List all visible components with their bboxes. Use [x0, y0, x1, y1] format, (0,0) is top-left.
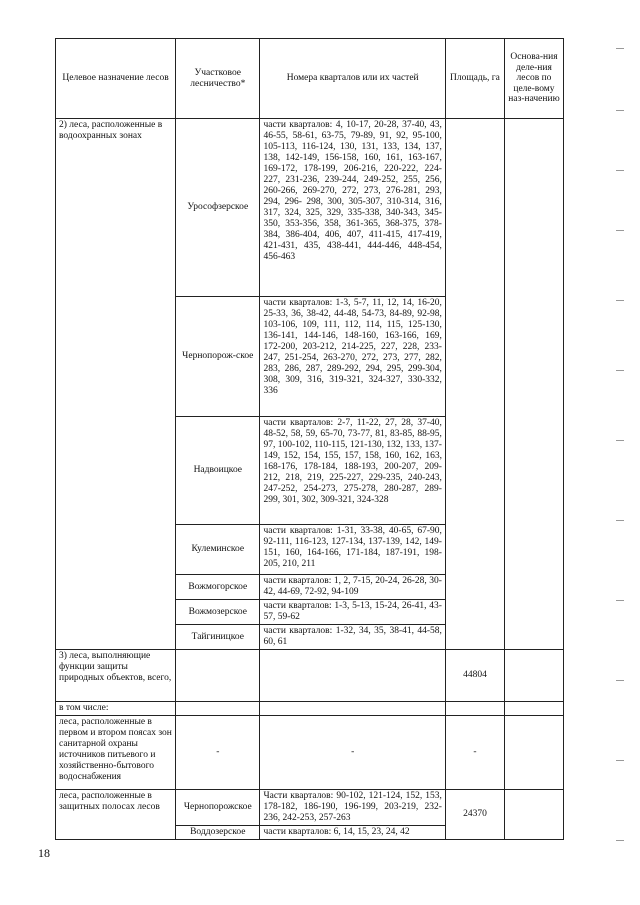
scan-edge-mark	[616, 520, 624, 521]
sanitary-district: -	[176, 716, 260, 790]
scan-edge-mark	[616, 760, 624, 761]
protective-purpose: леса, расположенные в защитных полосах лесов	[56, 790, 176, 840]
including-label: в том числе:	[56, 702, 176, 716]
scan-edge-mark	[616, 600, 624, 601]
quarters-list: части кварталов: 4, 10-17, 20-28, 37-40, 43, 46-55, 58-61, 63-75, 79-89, 91, 92, 95-100, 105-113, 116-124, 130, 131, 133, 134, 137, 138, 142-149, 156-158, 160, 161, 163-167, 169-172, 178-199, 206-216, 220-222, 224-227, 231-236, 239-244, 249-252, 255, 256, 260-266, 269-270, 272, 273, 276-281, 293, 294, 296- 298, 300, 305-307, 310-314, 316, 317, 324, 325, 329, 335-338, 340-343, 345-350, 353-356, 358, 361-365, 368-375, 378-384, 386-404, 406, 407, 411-415, 417-419, 421-431, 435, 438-441, 444-446, 448-454, 456-463	[260, 119, 445, 297]
quarters-list: части кварталов: 1-31, 33-38, 40-65, 67-90, 92-111, 116-123, 127-134, 137-139, 142, 149-151, 160, 164-166, 171-184, 187-191, 198-205, 210, 211	[260, 525, 445, 575]
section3-area: 44804	[445, 650, 504, 702]
district-name: Тайгиницкое	[176, 625, 260, 650]
district-name: Вожмозерское	[176, 600, 260, 625]
page-number: 18	[38, 846, 50, 860]
district-name: Чернопорожское	[176, 790, 260, 826]
district-name: Кулеминское	[176, 525, 260, 575]
scan-edge-mark	[616, 230, 624, 231]
scan-edge-mark	[616, 370, 624, 371]
protective-area: 24370	[445, 790, 504, 840]
section3-basis	[504, 650, 563, 702]
scan-edge-mark	[616, 48, 624, 49]
scan-edge-mark	[616, 300, 624, 301]
header-area: Площадь, га	[445, 39, 504, 119]
sanitary-quarters: -	[260, 716, 445, 790]
table-row	[56, 790, 564, 826]
header-quarters: Номера кварталов или их частей	[260, 39, 445, 119]
district-name: Чернопорож-ское	[176, 297, 260, 417]
table-row	[56, 650, 564, 702]
section3-purpose: 3) леса, выполняющие функции защиты природных объектов, всего,	[56, 650, 176, 702]
scan-edge-mark	[616, 170, 624, 171]
district-name: Воддозерское	[176, 826, 260, 840]
section3-district	[176, 650, 260, 702]
table-row	[56, 702, 564, 716]
quarters-list: части кварталов: 1-3, 5-7, 11, 12, 14, 16-20, 25-33, 36, 38-42, 44-48, 54-73, 84-89, 92-98, 103-106, 109, 111, 112, 114, 115, 125-130, 136-141, 144-146, 148-160, 163-166, 169, 172-200, 203-212, 214-225, 227, 228, 233-247, 251-254, 263-270, 272, 273, 277, 282, 283, 286, 287, 289-292, 294, 295, 299-304, 308, 309, 316, 319-321, 324-327, 330-332, 336	[260, 297, 445, 417]
section2-basis	[504, 119, 563, 650]
quarters-list: части кварталов: 1, 2, 7-15, 20-24, 26-28, 30-42, 44-69, 72-92, 94-109	[260, 575, 445, 600]
district-name: Вожмогорское	[176, 575, 260, 600]
table-header-row	[56, 39, 564, 119]
sanitary-area: -	[445, 716, 504, 790]
scan-edge-mark	[616, 440, 624, 441]
forest-purpose-table	[55, 38, 564, 840]
table-row	[56, 716, 564, 790]
table-row	[56, 119, 564, 297]
section2-area	[445, 119, 504, 650]
sanitary-purpose: леса, расположенные в первом и втором поясах зон санитарной охраны источников питьевого и хозяйственно-бытового водоснабжения	[56, 716, 176, 790]
district-name: Надвоицкое	[176, 417, 260, 525]
scan-edge-mark	[616, 680, 624, 681]
section2-purpose: 2) леса, расположенные в водоохранных зонах	[56, 119, 176, 650]
quarters-list: части кварталов: 6, 14, 15, 23, 24, 42	[260, 826, 445, 840]
header-district: Участковое лесничество*	[176, 39, 260, 119]
quarters-list: Части кварталов: 90-102, 121-124, 152, 153, 178-182, 186-190, 196-199, 203-219, 232-236, 242-253, 257-263	[260, 790, 445, 826]
quarters-list: части кварталов: 1-3, 5-13, 15-24, 26-41, 43-57, 59-62	[260, 600, 445, 625]
section3-quarters	[260, 650, 445, 702]
scan-edge-mark	[616, 110, 624, 111]
district-name: Урософзерское	[176, 119, 260, 297]
quarters-list: части кварталов: 2-7, 11-22, 27, 28, 37-40, 48-52, 58, 59, 65-70, 73-77, 81, 83-85, 88-95, 97, 100-102, 110-115, 121-130, 132, 133, 137-149, 152, 154, 155, 157, 158, 160, 162, 163, 168-176, 178-184, 188-193, 200-207, 209-212, 218, 219, 225-227, 229-235, 240-243, 247-252, 254-273, 275-278, 280-287, 289-299, 301, 302, 309-321, 324-328	[260, 417, 445, 525]
header-basis: Основа-ния деле-ния лесов по целе-вому наз-начению	[504, 39, 563, 119]
header-purpose: Целевое назначение лесов	[56, 39, 176, 119]
scan-edge-mark	[616, 840, 624, 841]
quarters-list: части кварталов: 1-32, 34, 35, 38-41, 44-58, 60, 61	[260, 625, 445, 650]
